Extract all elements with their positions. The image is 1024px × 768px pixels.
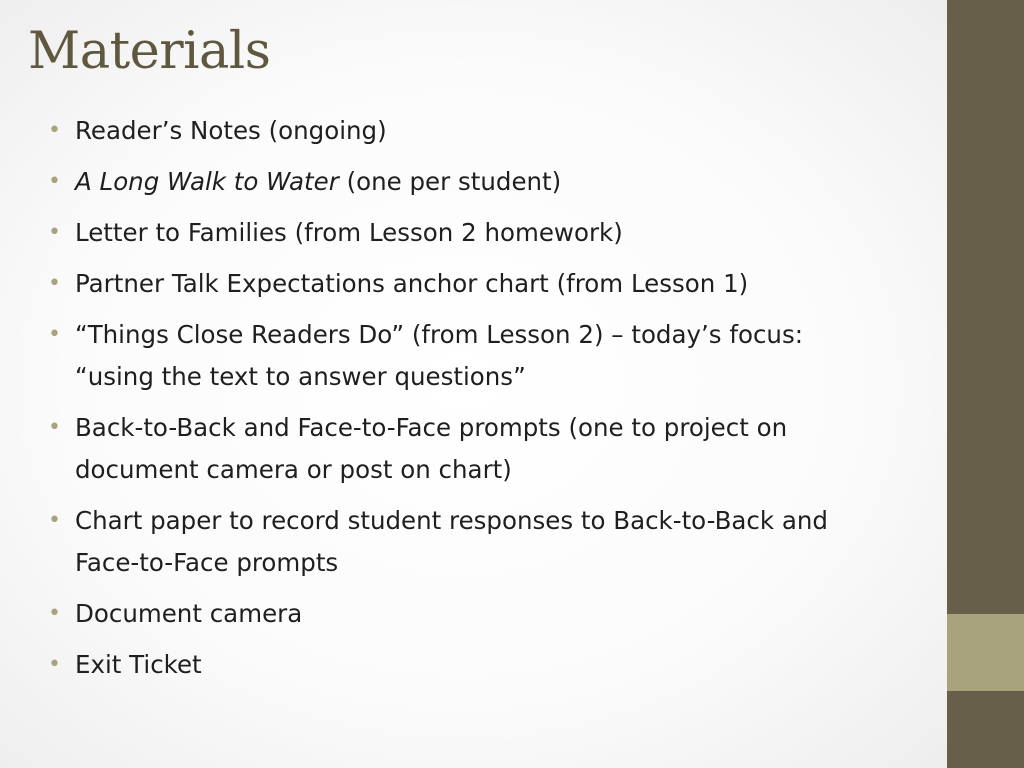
list-item-line: Face-to-Face prompts	[75, 548, 339, 577]
list-item	[48, 593, 948, 635]
book-title: A Long Walk to Water	[75, 167, 339, 196]
list-item	[48, 161, 948, 203]
list-item-detail: (one per student)	[338, 167, 562, 196]
list-item-text	[75, 314, 948, 398]
list-item-text	[75, 407, 948, 491]
list-item-text: Exit Ticket	[75, 650, 202, 679]
list-item	[48, 407, 948, 491]
list-item-line: Back-to-Back and Face-to-Face prompts (one to project on	[75, 413, 788, 442]
list-item	[48, 500, 948, 584]
bullet-icon: •	[48, 415, 61, 440]
materials-list	[48, 110, 948, 695]
bullet-icon: •	[48, 169, 61, 194]
list-item	[48, 263, 948, 305]
list-item-line: “using the text to answer questions”	[75, 362, 526, 391]
list-item	[48, 314, 948, 398]
bullet-icon: •	[48, 508, 61, 533]
list-item	[48, 110, 948, 152]
list-item-text: Partner Talk Expectations anchor chart (from Lesson 1)	[75, 269, 749, 298]
list-item-text	[75, 500, 948, 584]
bullet-icon: •	[48, 118, 61, 143]
list-item-text: Letter to Families (from Lesson 2 homework)	[75, 218, 623, 247]
list-item-line: document camera or post on chart)	[75, 455, 512, 484]
bullet-icon: •	[48, 601, 61, 626]
bullet-icon: •	[48, 652, 61, 677]
list-item	[48, 644, 948, 686]
list-item-line: “Things Close Readers Do” (from Lesson 2) – today’s focus:	[75, 320, 803, 349]
list-item-line: Chart paper to record student responses to Back-to-Back and	[75, 506, 828, 535]
list-item-text: Document camera	[75, 599, 303, 628]
bullet-icon: •	[48, 322, 61, 347]
bullet-icon: •	[48, 220, 61, 245]
slide-title: Materials	[28, 22, 271, 81]
list-item	[48, 212, 948, 254]
bullet-icon: •	[48, 271, 61, 296]
side-accent-block	[947, 614, 1024, 691]
list-item-text: Reader’s Notes (ongoing)	[75, 116, 387, 145]
list-item-text	[75, 167, 561, 196]
